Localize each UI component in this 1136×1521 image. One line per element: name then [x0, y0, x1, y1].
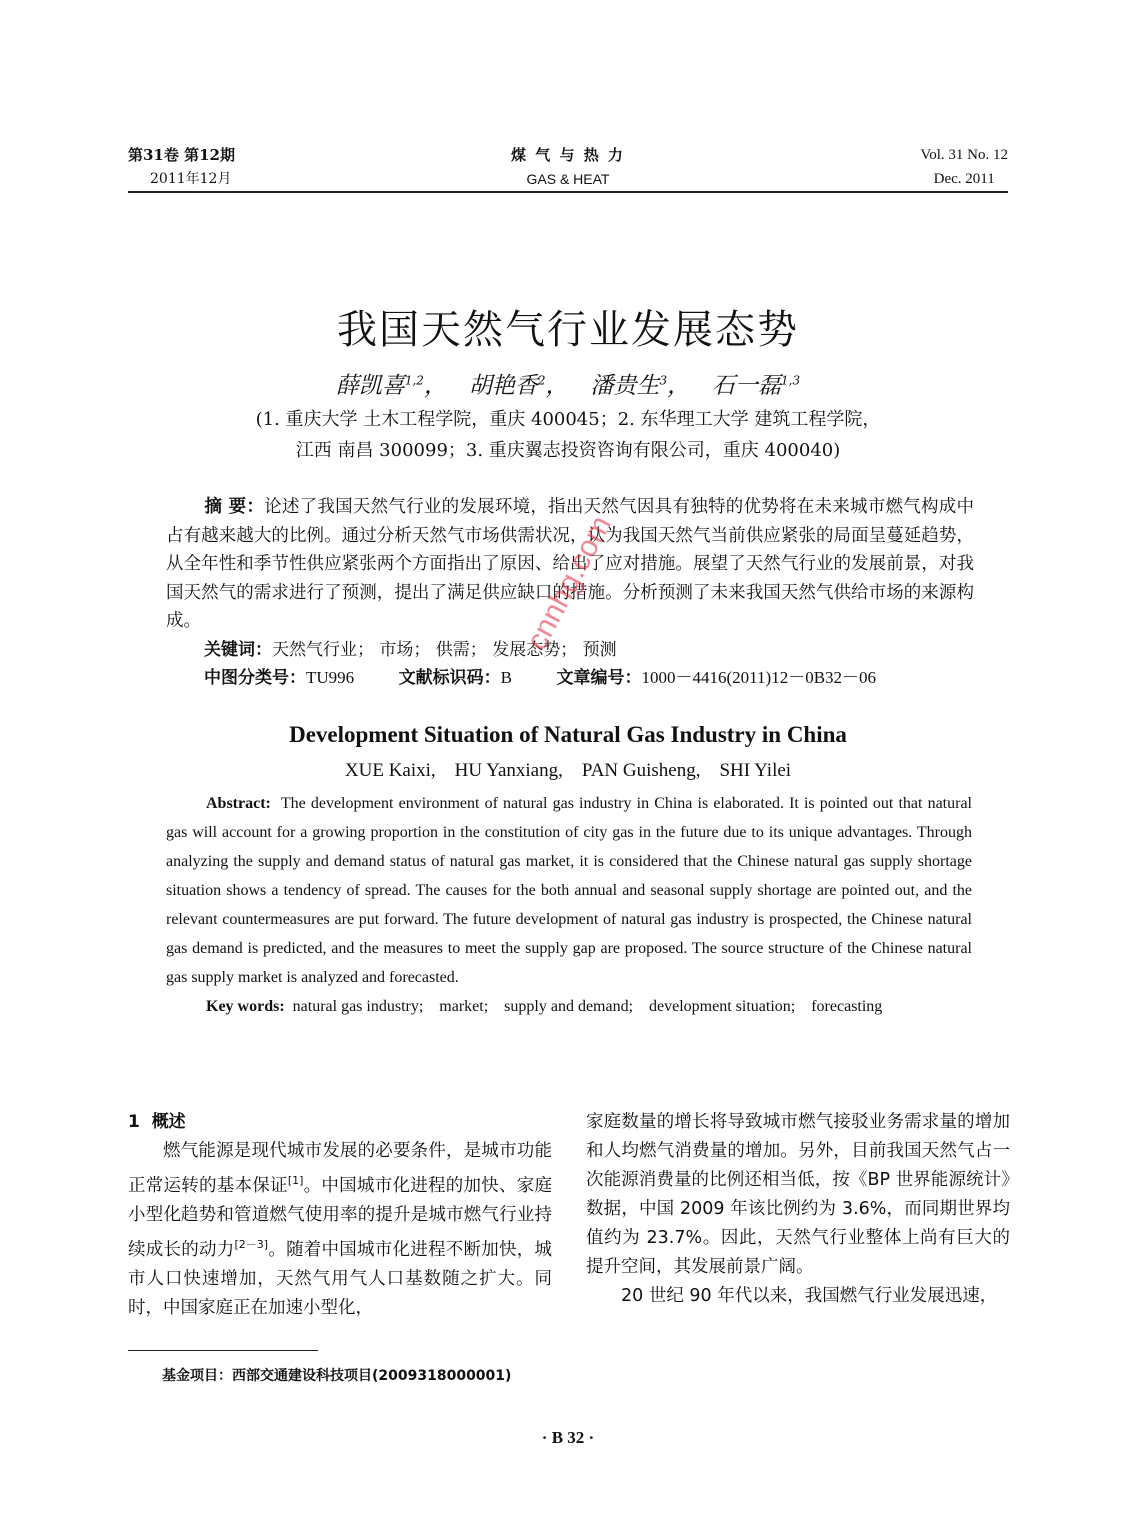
- citation-2-3: [2－3]: [234, 1237, 269, 1251]
- footnote-rule: [128, 1350, 318, 1351]
- article-number-label: 文章编号：: [556, 667, 642, 688]
- section-1-paragraph-1: 燃气能源是现代城市发展的必要条件，是城市功能正常运转的基本保证[1]。中国城市化进程的加快、家庭小型化趋势和管道燃气使用率的提升是城市燃气行业持续成长的动力[2－3]。随着中国城市化进程不断加快，城市人口快速增加，天然气用气人口基数随之扩大。同时，中国家庭正在加速小型化，: [128, 1141, 553, 1318]
- abstract-zh-text: 论述了我国天然气行业的发展环境，指出天然气因具有独特的优势将在未来城市燃气构成中占有越来越大的比例。通过分析天然气市场供需状况，认为我国天然气当前供应紧张的局面呈蔓延趋势，从全年性和季节性供应紧张两个方面指出了原因、给出了应对措施。展望了天然气行业的发展前景，对我国天然气的需求进行了预测，提出了满足供应缺口的措施。分析预测了未来我国天然气供给市场的来源构成。: [166, 497, 974, 631]
- date-zh: 2011年12月: [150, 171, 232, 187]
- author-1: 薛凯喜$^{1,2}$: [335, 373, 424, 399]
- page-number: · B 32 ·: [541, 1428, 595, 1447]
- section-1-heading: [128, 1108, 552, 1137]
- clc-label: 中图分类号：: [204, 667, 306, 688]
- abstract-zh-label: 摘 要：: [204, 497, 265, 517]
- affiliation-line-2: 江西 南昌 300099；3. 重庆翼志投资咨询有限公司，重庆 400040): [295, 440, 841, 461]
- doc-code-value: B: [500, 667, 513, 687]
- abstract-en: [166, 789, 972, 1021]
- authors-en: XUE Kaixi, HU Yanxiang, PAN Guisheng, SHI Yilei: [344, 760, 792, 781]
- keywords-zh: [166, 636, 974, 664]
- section-number: 1: [128, 1112, 140, 1132]
- right-paragraph-2: 20 世纪 90 年代以来，我国燃气行业发展迅速，: [621, 1286, 998, 1306]
- author-2: 胡艳香$^2$: [468, 373, 546, 399]
- funding-note: 基金项目：西部交通建设科技项目(2009318000001): [162, 1368, 512, 1384]
- clc-value: TU996: [306, 667, 355, 687]
- keywords-zh-label: 关键词：: [204, 639, 272, 660]
- article-title: 我国天然气行业发展态势: [337, 307, 799, 353]
- right-paragraph-1: 家庭数量的增长将导致城市燃气接驳业务需求量的增加和人均燃气消费量的增加。另外，目前我国天然气占一次能源消费量的比例还相当低，按《BP 世界能源统计》数据，中国 2009 年该比例约为 3.6%，而同期世界均值约为 23.7%。因此，天然气行业整体上尚有巨大的提升空间，其发展前景广阔。: [586, 1112, 1010, 1277]
- author-4: 石一磊$^{1,3}$: [712, 373, 801, 399]
- volume-issue-zh: 第31卷 第12期: [128, 146, 235, 164]
- article-number-value: 1000－4416(2011)12－0B32－06: [641, 667, 877, 687]
- journal-volume-en: [920, 143, 1008, 191]
- body-left-column: [128, 1108, 552, 1323]
- abstract-en-text: The development environment of natural gas industry in China is elaborated. It is pointed out that natural gas will account for a growing proportion in the constitution of city gas in the future due to its unique advantages. Through analyzing the supply and demand status of natural gas market, it is considered that the Chinese natural gas supply shortage situation shows a tendency of spread. The causes for the both annual and seasonal supply shortage are pointed out, and the relevant countermeasures are put forward. The future development of natural gas industry is prospected, the Chinese natural gas demand is predicted, and the measures to meet the supply gap are proposed. The source structure of the Chinese natural gas supply market is analyzed and forecasted.: [166, 795, 972, 986]
- body-right-column: [586, 1108, 1010, 1311]
- header-rule: [128, 191, 1008, 193]
- journal-name-zh: 煤 气 与 热 力: [511, 146, 625, 164]
- article-title-en: Development Situation of Natural Gas Industry in China: [289, 722, 847, 747]
- keywords-en-label: Key words:: [206, 998, 285, 1015]
- watermark: cnnhg.com: [520, 510, 619, 656]
- affiliation-line-1: (1. 重庆大学 土木工程学院，重庆 400045；2. 东华理工大学 建筑工程学院，: [255, 409, 881, 430]
- doc-code-label: 文献标识码：: [398, 667, 501, 688]
- section-title: 概述: [151, 1112, 186, 1132]
- abstract-en-label: Abstract:: [206, 795, 271, 812]
- keywords-en-text: natural gas industry; market; supply and demand; development situation; forecasting: [292, 998, 883, 1015]
- citation-1: [1]: [287, 1174, 304, 1187]
- volume-issue-en: Vol. 31 No. 12: [920, 147, 1008, 163]
- keywords-zh-text: 天然气行业； 市场； 供需； 发展态势； 预测: [272, 639, 617, 660]
- journal-name-en: GAS & HEAT: [526, 171, 610, 187]
- date-en: Dec. 2011: [933, 171, 995, 187]
- authors-zh: 薛凯喜$^{1,2}$， 胡艳香$^2$， 潘贵生$^3$， 石一磊$^{1,3}$: [335, 373, 801, 399]
- classification-line: [166, 664, 974, 692]
- keywords-en: [166, 992, 972, 1021]
- author-3: 潘贵生$^3$: [590, 373, 668, 399]
